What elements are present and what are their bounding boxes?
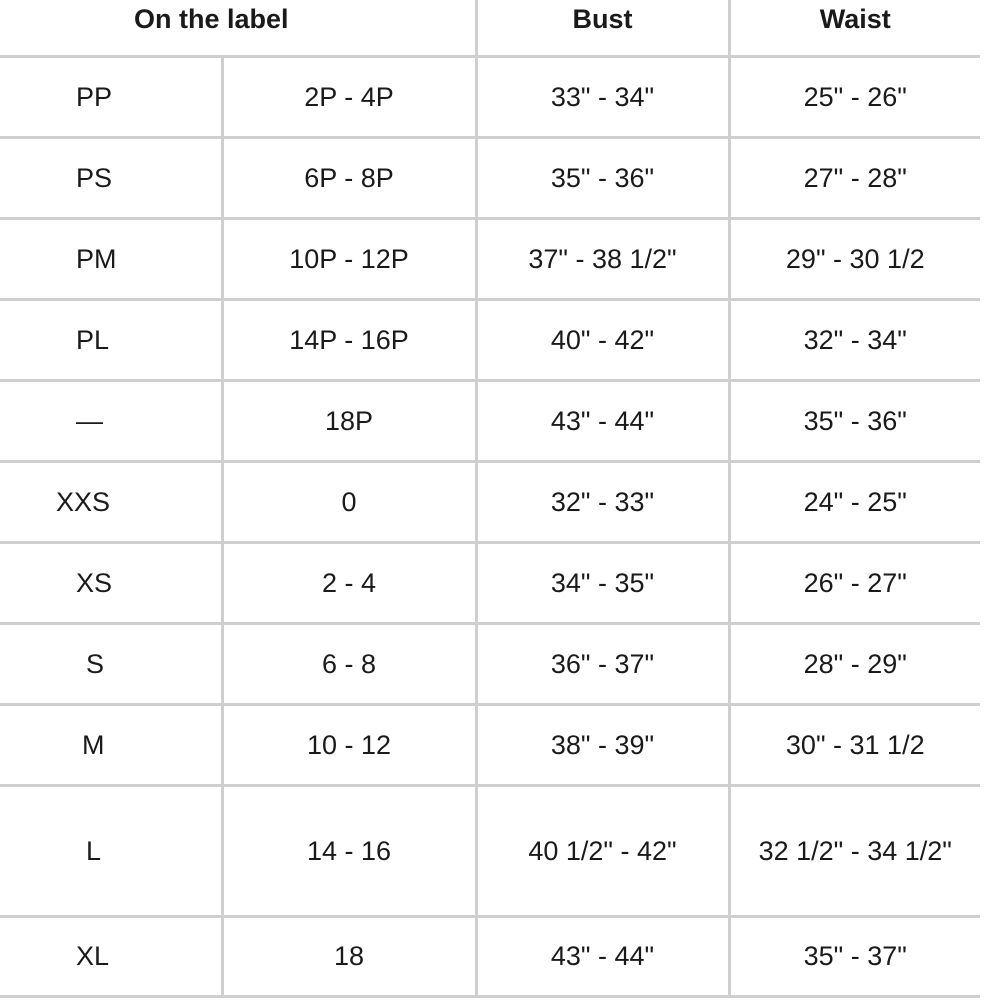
size-label-cell: PM <box>0 218 222 299</box>
header-bust: Bust <box>476 0 729 56</box>
bust-cell: 35" - 36" <box>476 137 729 218</box>
numeric-size-cell: 10 - 12 <box>222 704 476 785</box>
table-row <box>0 218 980 299</box>
numeric-size-cell: 18P <box>222 380 476 461</box>
size-label-cell: XXS <box>0 461 222 542</box>
table-row <box>0 704 980 785</box>
size-label-cell: S <box>0 623 222 704</box>
size-label-cell: L <box>0 785 222 916</box>
bust-cell: 32" - 33" <box>476 461 729 542</box>
bust-cell: 38" - 39" <box>476 704 729 785</box>
waist-cell: 30" - 31 1/2 <box>729 704 980 785</box>
waist-cell: 24" - 25" <box>729 461 980 542</box>
waist-cell: 35" - 37" <box>729 916 980 996</box>
waist-cell: 27" - 28" <box>729 137 980 218</box>
table-row <box>0 299 980 380</box>
numeric-size-cell: 10P - 12P <box>222 218 476 299</box>
numeric-size-cell: 2P - 4P <box>222 56 476 137</box>
header-waist: Waist <box>729 0 980 56</box>
size-label-cell: M <box>0 704 222 785</box>
table-row <box>0 137 980 218</box>
waist-cell: 25" - 26" <box>729 56 980 137</box>
waist-cell: 28" - 29" <box>729 623 980 704</box>
bust-cell: 43" - 44" <box>476 380 729 461</box>
bust-cell: 40" - 42" <box>476 299 729 380</box>
numeric-size-cell: 14 - 16 <box>222 785 476 916</box>
waist-cell: 32 1/2" - 34 1/2" <box>729 785 980 916</box>
size-label-cell: PL <box>0 299 222 380</box>
table-row <box>0 380 980 461</box>
size-label-cell: PS <box>0 137 222 218</box>
bust-cell: 40 1/2" - 42" <box>476 785 729 916</box>
table-row <box>0 623 980 704</box>
numeric-size-cell: 6 - 8 <box>222 623 476 704</box>
waist-cell: 35" - 36" <box>729 380 980 461</box>
table-row <box>0 785 980 916</box>
table-row <box>0 916 980 996</box>
table-header-row <box>0 0 980 56</box>
table-row <box>0 56 980 137</box>
table-row <box>0 542 980 623</box>
size-label-cell: — <box>0 380 222 461</box>
header-on-the-label: On the label <box>0 0 476 56</box>
numeric-size-cell: 18 <box>222 916 476 996</box>
waist-cell: 32" - 34" <box>729 299 980 380</box>
numeric-size-cell: 2 - 4 <box>222 542 476 623</box>
numeric-size-cell: 0 <box>222 461 476 542</box>
waist-cell: 29" - 30 1/2 <box>729 218 980 299</box>
size-label-cell: XS <box>0 542 222 623</box>
numeric-size-cell: 14P - 16P <box>222 299 476 380</box>
size-label-cell: PP <box>0 56 222 137</box>
bust-cell: 37" - 38 1/2" <box>476 218 729 299</box>
table-row <box>0 461 980 542</box>
size-label-cell: XL <box>0 916 222 996</box>
bust-cell: 36" - 37" <box>476 623 729 704</box>
bust-cell: 34" - 35" <box>476 542 729 623</box>
bust-cell: 43" - 44" <box>476 916 729 996</box>
bust-cell: 33" - 34" <box>476 56 729 137</box>
numeric-size-cell: 6P - 8P <box>222 137 476 218</box>
waist-cell: 26" - 27" <box>729 542 980 623</box>
